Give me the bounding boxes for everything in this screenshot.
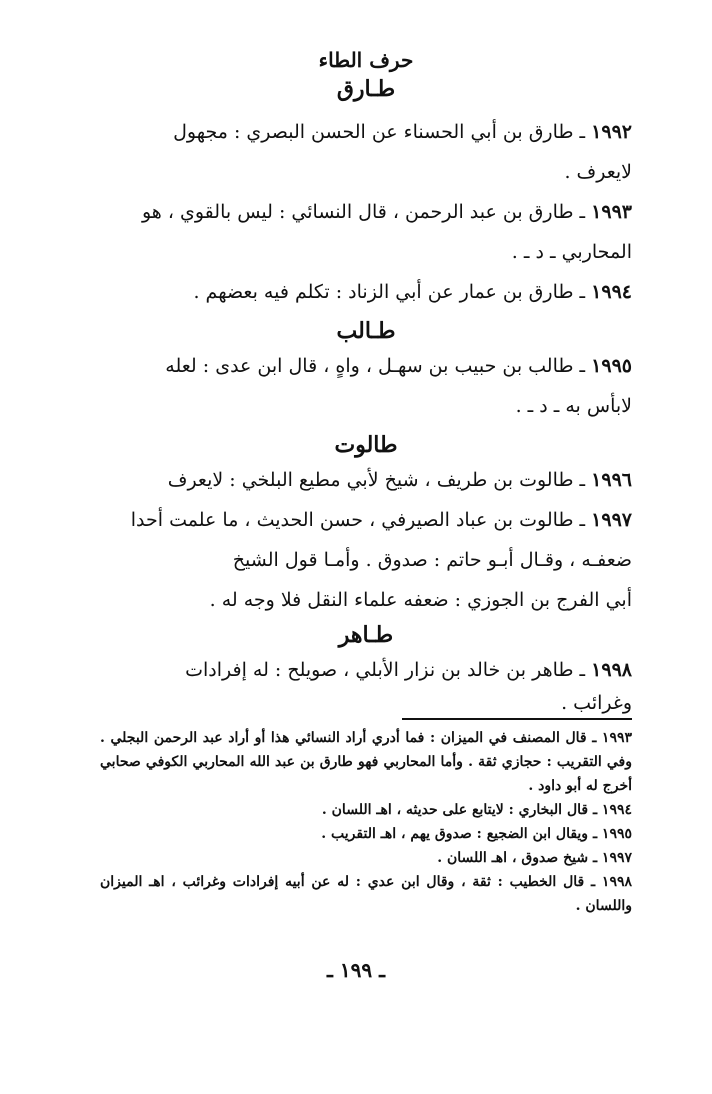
entry-text: ـ طارق بن أبي الحسناء عن الحسن البصري : مجهول	[173, 121, 586, 143]
page-number: ـ ١٩٩ ـ	[327, 958, 385, 982]
entry	[100, 460, 632, 500]
footnote	[100, 726, 632, 798]
entry	[100, 346, 632, 426]
entry-number: ١٩٩٢	[591, 121, 632, 143]
footnote-text: ـ ويقال ابن الضجيع : صدوق يهم ، اهـ التقريب .	[321, 826, 598, 842]
footnote-text: ـ قال المصنف في الميزان : فما أدري أراد النسائي هذا أو أراد عبد الرحمن البجلي . وفي التقريب : حجازي ثقة . وأما المحاربي فهو طارق بن عبد الله المحاربي الكوفي صحابي أخرج له أبو داود .	[100, 730, 632, 794]
section-title: طالوت	[334, 432, 398, 458]
entry	[100, 192, 632, 272]
footnote-number: ١٩٩٣	[601, 730, 632, 746]
footnote	[100, 846, 632, 870]
footnote	[100, 822, 632, 846]
footnote-text: ـ قال الخطيب : ثقة ، وقال ابن عدي : له عن أبيه إفرادات وغرائب ، اهـ الميزان واللسان .	[100, 874, 632, 914]
footnote-number: ١٩٩٤	[601, 802, 632, 818]
entry-text: ـ طالوت بن طريف ، شيخ لأبي مطيع البلخي : لايعرف	[167, 469, 586, 491]
footnote-text: ـ شيخ صدوق ، اهـ اللسان .	[437, 850, 598, 866]
section-title: طـالب	[336, 318, 396, 344]
entry-number: ١٩٩٥	[591, 355, 632, 377]
entry-text: ـ طارق بن عبد الرحمن ، قال النسائي : ليس بالقوي ، هو	[141, 201, 586, 223]
entry	[100, 500, 632, 620]
footnote-number: ١٩٩٧	[601, 850, 632, 866]
section-title: طـاهر	[338, 622, 394, 648]
entry-number: ١٩٩٣	[591, 201, 632, 223]
entry	[100, 112, 632, 192]
footnote-text: ـ قال البخاري : لايتابع على حديثه ، اهـ اللسان .	[321, 802, 598, 818]
entry	[100, 650, 632, 716]
footnotes	[100, 726, 632, 918]
section-title: طـارق	[336, 76, 396, 102]
footnote-number: ١٩٩٨	[601, 874, 632, 890]
entry-continuation: المحاربي ـ د ـ .	[511, 241, 632, 263]
entry-text: ـ طالب بن حبيب بن سهـل ، واهٍ ، قال ابن عدى : لعله	[165, 355, 586, 377]
footnote-divider	[402, 718, 632, 720]
footnote-number: ١٩٩٥	[601, 826, 632, 842]
entry-continuation: ضعفـه ، وقـال أبـو حاتم : صدوق . وأمـا قول الشيخ	[232, 549, 632, 571]
entry-continuation: لابأس به ـ د ـ .	[515, 395, 632, 417]
entry-text: ـ طالوت بن عباد الصيرفي ، حسن الحديث ، ما علمت أحدا	[130, 509, 586, 531]
footnote	[100, 870, 632, 918]
entry	[100, 272, 632, 312]
entry-number: ١٩٩٦	[591, 469, 632, 491]
entry-number: ١٩٩٤	[591, 281, 632, 303]
book-page	[100, 40, 632, 1060]
entry-text: ـ طارق بن عمار عن أبي الزناد : تكلم فيه بعضهم .	[193, 281, 586, 303]
footnote	[100, 798, 632, 822]
entry-continuation: أبي الفرج بن الجوزي : ضعفه علماء النقل فلا وجه له .	[209, 589, 632, 611]
entry-continuation: لايعرف .	[564, 161, 632, 183]
chapter-title: حرف الطاء	[318, 48, 414, 72]
entry-continuation: وغرائب .	[561, 692, 632, 714]
entry-number: ١٩٩٧	[591, 509, 632, 531]
entry-number: ١٩٩٨	[591, 659, 632, 681]
entry-text: ـ طاهر بن خالد بن نزار الأبلي ، صويلح : له إفرادات	[185, 659, 586, 681]
